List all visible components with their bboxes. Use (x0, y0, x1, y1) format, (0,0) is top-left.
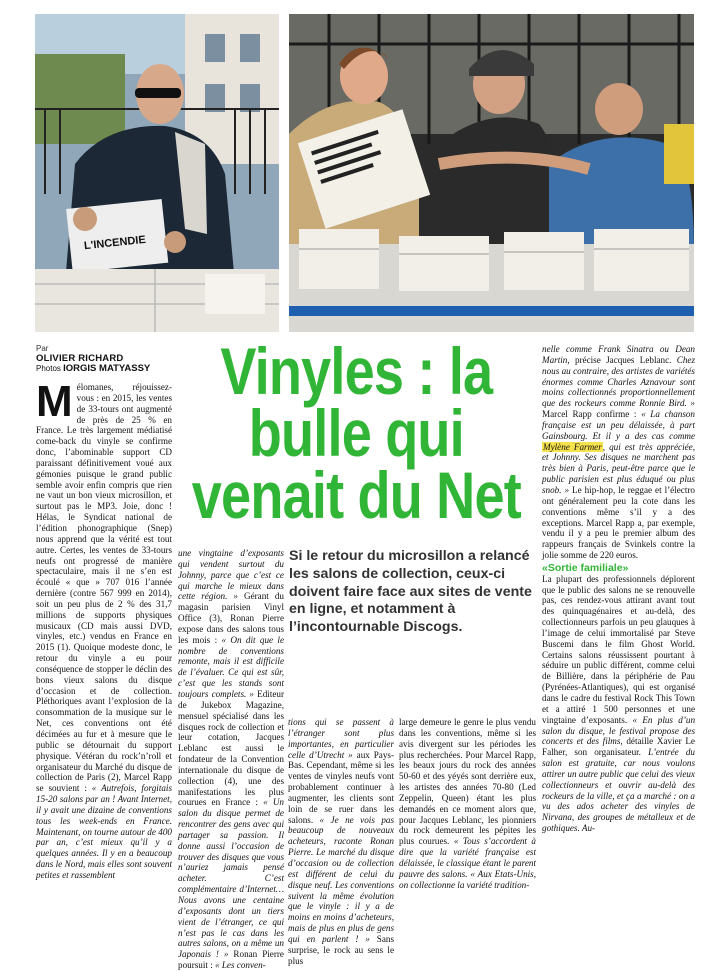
subhead-sortie-familiale: «Sortie familiale» (542, 561, 629, 574)
col2-quote-1: une vingtaine d’exposants qui vendent surtout du Johnny, parce que c’est ce qui marche le mieux dans cette région. » (178, 548, 284, 602)
article-column-5 (542, 344, 695, 834)
headline: Vinyles : la bulle qui venait du Net (191, 334, 521, 532)
deck-intro: Si le retour du microsillon a relancé les salons de collection, ceux-ci doivent faire face aux sites de vente en ligne, et notamment à l’incontournable Discogs. (289, 548, 532, 636)
article-column-4 (399, 717, 536, 891)
col5-quote-1: nelle comme Frank Sinatra ou Dean Martin, (542, 344, 695, 365)
col5-quote-3: « La chanson française est un peu délaissée, à part Gainsbourg. Et il y a des cas comme (542, 409, 695, 441)
byline-author: OLIVIER RICHARD (36, 353, 124, 364)
col5-quote-6: L’entrée du salon est gratuite, car nous voulons attirer un autre public que celui des vieux collectionneurs et ouvrir au-delà des rockeurs de la ville, et ça a marché : on a vu des ados acheter des vinyles de Nirvana, des groupes de métalleux et de gothiques. Au- (542, 747, 695, 834)
byline (36, 344, 176, 374)
col5-text-1: précise Jacques Leblanc. (569, 354, 677, 365)
col3-quote-2: « Je ne vois pas beaucoup de nouveaux acheteurs, raconte Ronan Pierre. Le marché du disque d’occasion ou de collection est différent de celui du disque neuf. Les conventions suivent la même évolution que le vinyle : il y a de moins en moins d’acheteurs, mais de plus en plus de gens qui en parlent ! » (288, 814, 394, 944)
byline-par: Par (36, 344, 49, 353)
col2-quote-2: « On dit que le nombre de conventions remonte, mais il est difficile de l’évaluer. Ce qui est sûr, c’est que les stands sont toujours complets. » (178, 634, 285, 699)
col5-text-5: détaille Xavier Le Falher, son organisateur. (542, 736, 695, 758)
col2-text-3: Ronan Pierre poursuit : (178, 949, 284, 971)
col4-quote-1: « Tous s’accordent à dire que la variété française est délaissée, le classique étant le parent pauvre des salons. « Aux Etats-Unis, on collectionne la variété tradition- (399, 836, 536, 890)
article-column-1 (36, 377, 173, 881)
col2-text-1: Gérant du magasin parisien Vinyl Office (3), Ronan Pierre expose dans des salons tous les mois : (178, 591, 284, 645)
col5-text-4: La plupart des professionnels déplorent que le public des salons ne se renouvelle pas, ces rendez-vous attirant avant tout des quinquagénaires et au-delà, des collectionneurs parfois un peu glauques à l’image de celui immortalisé par Steve Buscemi dans le film Ghost World. Certains salons réussissent pourtant à séduire un public différent, comme celui de Billière, dans la périphérie de Pau (Pyrénées-Atlantiques), qui est organisé dans le cadre du festival Rock This Town et a attiré 1 500 personnes et une vingtaine d’exposants. (542, 573, 695, 725)
photo-three-men-digging-records (289, 14, 694, 332)
byline-photos (36, 364, 176, 374)
record-cover-text: L'INCENDIE (83, 233, 147, 253)
col4-text-1: large demeure le genre le plus vendu dans les conventions, même si les avis divergent sur les périodes les plus recherchées. Pour Marcel Rapp, les beaux jours du rock des années 50-60 et des yéyés sont derrière eux, les artistes des années 70-80 (Led Zeppelin, Queen) étant les plus demandés en ce moment alors que, pour Jacques Leblanc, les pionniers du rock demeurent les pépites les plus courues. (399, 717, 536, 847)
col2-quote-4: « Les conven- (215, 960, 266, 971)
col5-quote-4: , qui est très appréciée, et Johnny. Ses disques ne marchent pas très bien à Paris, peut-être parce que le public parisien est plus éduqué ou plus snob. » (542, 441, 695, 495)
highlighted-name: Mylène Farmer (543, 441, 602, 452)
col5-quote-5: « En plus d’un salon du disque, le festival propose des concerts et des films, (542, 714, 696, 747)
article-column-2 (178, 548, 284, 971)
col5-text-2: Marcel Rapp confirme : (542, 409, 642, 420)
byline-photos-label: Photos (36, 364, 61, 373)
col2-quote-3: « Un salon du disque permet de rencontrer des gens avec qui partager sa passion. Il donne aussi l’occasion de trouver des disques que vous n’auriez jamais pensé acheter. C’est complémentaire d’Internet… Nous avons une centaine d’exposants dont un tiers vient de l’étranger, ce qui n’est pas le cas dans les autres salons, on a même un Japonais ! » (178, 797, 284, 960)
col1-quote: « Autrefois, forgitais 15-20 salons par an ! Avant Internet, il y avait une dizaine de conventions tous les week-ends en France. Maintenant, on tourne autour de 400 par an, c’est mieux qu’il y a quelques années. Il y en a beaucoup dans le Nord, mais elles sont souvent petites et rassemblent (36, 783, 173, 880)
col5-quote-2: Chez nous au contraire, des artistes de variétés énormes comme Charles Aznavour sont moins collectionnés proportionnellement que des rockeurs comme Ronnie Bird. » (542, 354, 695, 409)
col3-text-1: aux Pays-Bas. Cependant, même si les ventes de vinyles neufs vont probablement continuer à augmenter, les clients sont loin de se ruer dans les salons. (288, 749, 394, 825)
col5-text-3: Le hip-hop, le reggae et l’électro ont généralement peu la cote dans les conventions même s’il y a des exceptions. Marcel Rapp a, par exemple, vendu il y a peu le premier album des rappeurs français de Svinkels contre la jolie somme de 220 euros. (542, 484, 695, 561)
photo-man-with-record (35, 14, 279, 332)
byline-photographer: IORGIS MATYASSY (63, 363, 151, 374)
col3-quote-1: tions qui se passent à l’étranger sont plus importantes, en particulier celle d’Utrecht » (288, 717, 394, 760)
col3-text-2: Sans surprise, le rock au sens le plus (288, 933, 395, 966)
dropcap: M (36, 377, 73, 426)
col1-text: élomanes, réjouissez-vous : en 2015, les ventes de 33-tours ont augmenté de près de 25 % en France. Le très largement médiatisé come-back du vinyle se confirme donc, l’abominable support CD paraissant définitivement voué aux gémonies puisque le grand public semble avoir enfin compris que rien ne vaut un bon vieux microsillon, et surtout pas le MP3. Joie, donc ! Hélas, le Syndicat national de l’édition phonographique (Snep) nous apprend que la vérité est tout autre. Certes, les ventes de 33-tours neufs ont progressé de manière spectaculaire, mais il ne s’en est écoulé « que » 707 016 l’année dernière (contre 567 999 en 2014), soit un peu plus de 2 % des 31,7 millions de supports physiques musicaux (CD mais aussi DVD, vinyles, etc.) vendus en France en 2015 (1). Quoique modeste donc, le retour du vinyle a eu pour conséquence de stopper le déclin des bons vieux salons du disque d’occasion et de collection. Pléthoriques avant l’explosion de la consommation de la musique sur le Net, ces conventions ont été décimées au fur et à mesure que le public se détournait du support physique. Vétéran du rock’n’roll et organisateur du Marché du disque de collection de Paris (2), Marcel Rapp se souvient : (36, 382, 172, 794)
col2-text-2: Editeur de Jukebox Magazine, mensuel spécialisé dans les disques rock de collection et leur cotation, Jacques Leblanc est aussi le fondateur de la Convention internationale du disque de collection (4), une des manifestations les plus courues en France : (178, 688, 285, 808)
article-column-3 (288, 717, 394, 966)
